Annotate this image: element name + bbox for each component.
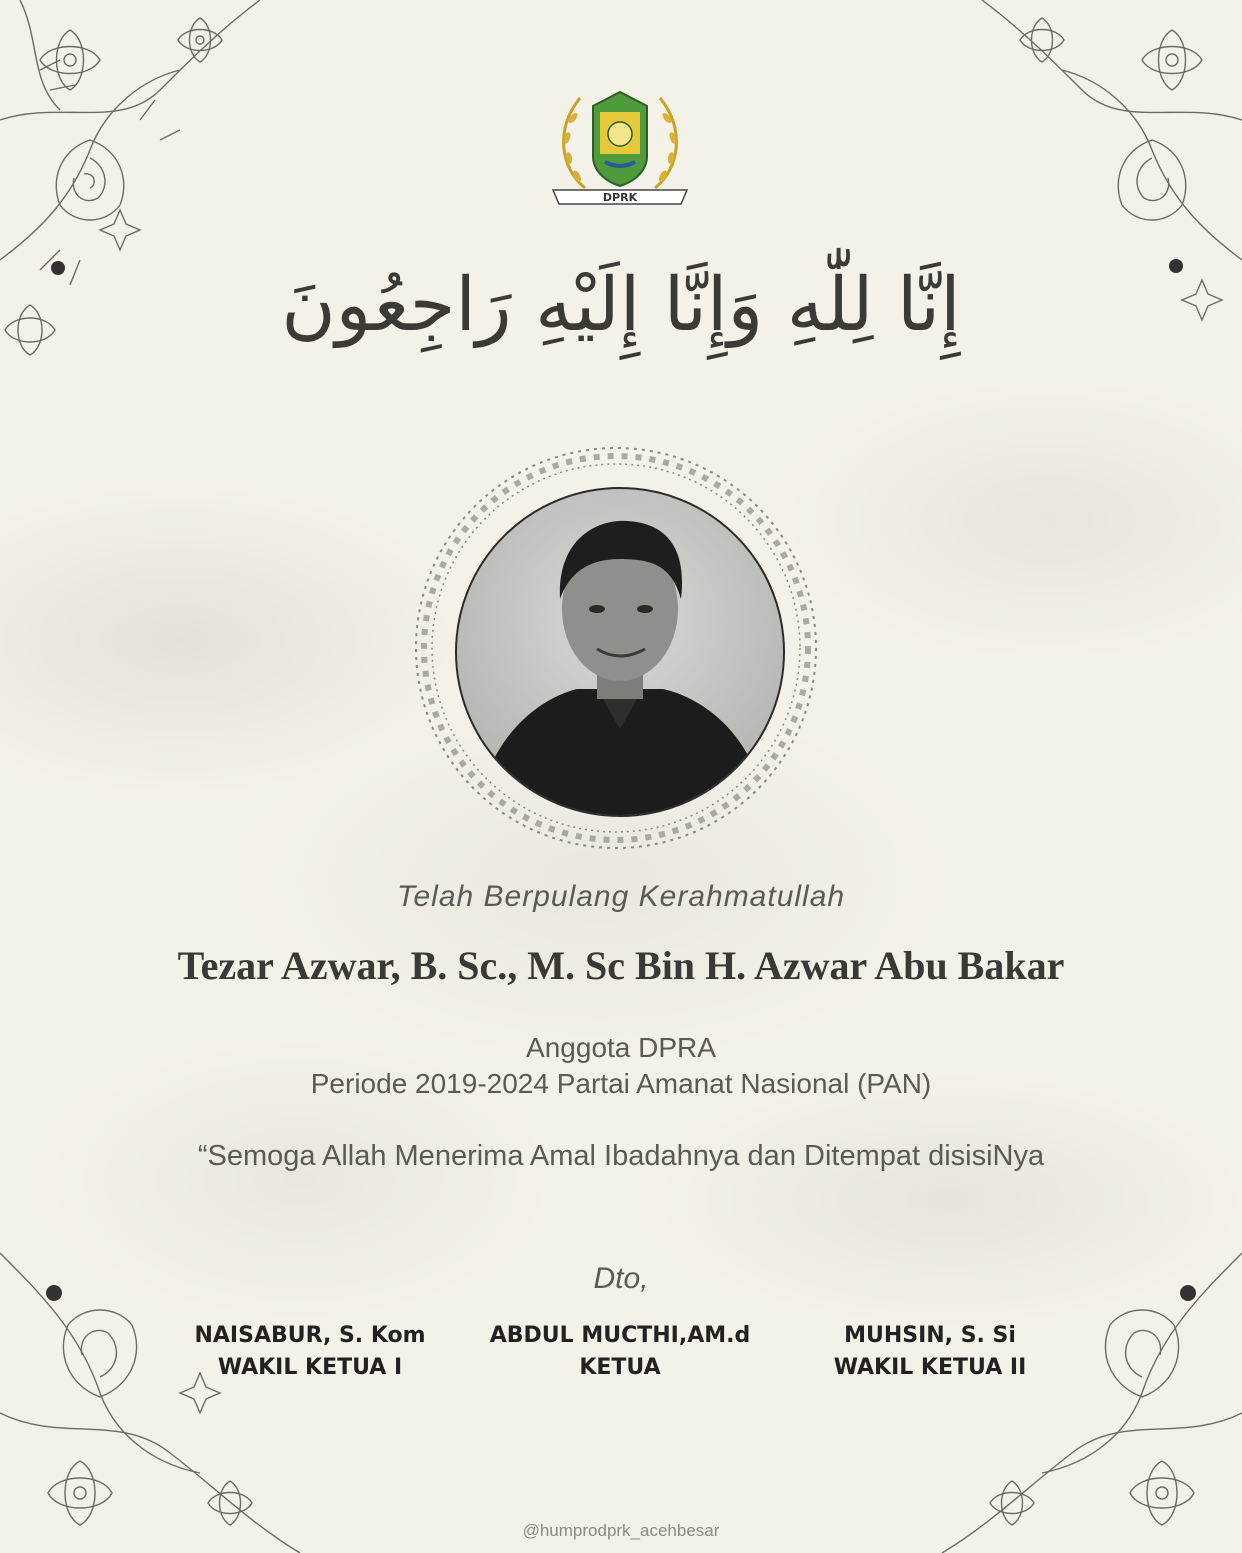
signatory-title: WAKIL KETUA I bbox=[217, 1355, 403, 1380]
portrait-photo bbox=[455, 487, 785, 817]
prayer-text: “Semoga Allah Menerima Amal Ibadahnya dan Ditempat disisiNya bbox=[197, 1140, 1045, 1172]
signatory-ketua bbox=[470, 1320, 770, 1384]
emblem-label: DPRK bbox=[602, 191, 638, 204]
signatory-title: WAKIL KETUA II bbox=[833, 1355, 1027, 1380]
signatories bbox=[160, 1320, 1080, 1384]
dprk-emblem-logo bbox=[545, 78, 695, 218]
passed-away-subtitle: Telah Berpulang Kerahmatullah bbox=[396, 880, 846, 913]
role-description bbox=[0, 1030, 1242, 1102]
role-line-2: Periode 2019-2024 Partai Amanat Nasional (PAN) bbox=[310, 1068, 932, 1099]
signatory-name: NAISABUR, S. Kom bbox=[194, 1323, 426, 1348]
social-handle: @humprodprk_acehbesar bbox=[522, 1521, 720, 1540]
signatory-name: ABDUL MUCTHI,AM.d bbox=[489, 1323, 751, 1348]
signatory-name: MUHSIN, S. Si bbox=[844, 1323, 1016, 1348]
signatory-title: KETUA bbox=[579, 1355, 661, 1380]
role-line-1: Anggota DPRA bbox=[526, 1032, 716, 1063]
arabic-calligraphy: إِنَّا لِلّٰهِ وَإِنَّا إِلَيْهِ رَاجِعُونَ bbox=[281, 262, 961, 348]
signatory-wakil-ketua-2 bbox=[780, 1320, 1080, 1384]
deceased-name: Tezar Azwar, B. Sc., M. Sc Bin H. Azwar Abu Bakar bbox=[177, 943, 1065, 988]
signatory-wakil-ketua-1 bbox=[160, 1320, 460, 1384]
dto-label: Dto, bbox=[593, 1262, 649, 1295]
